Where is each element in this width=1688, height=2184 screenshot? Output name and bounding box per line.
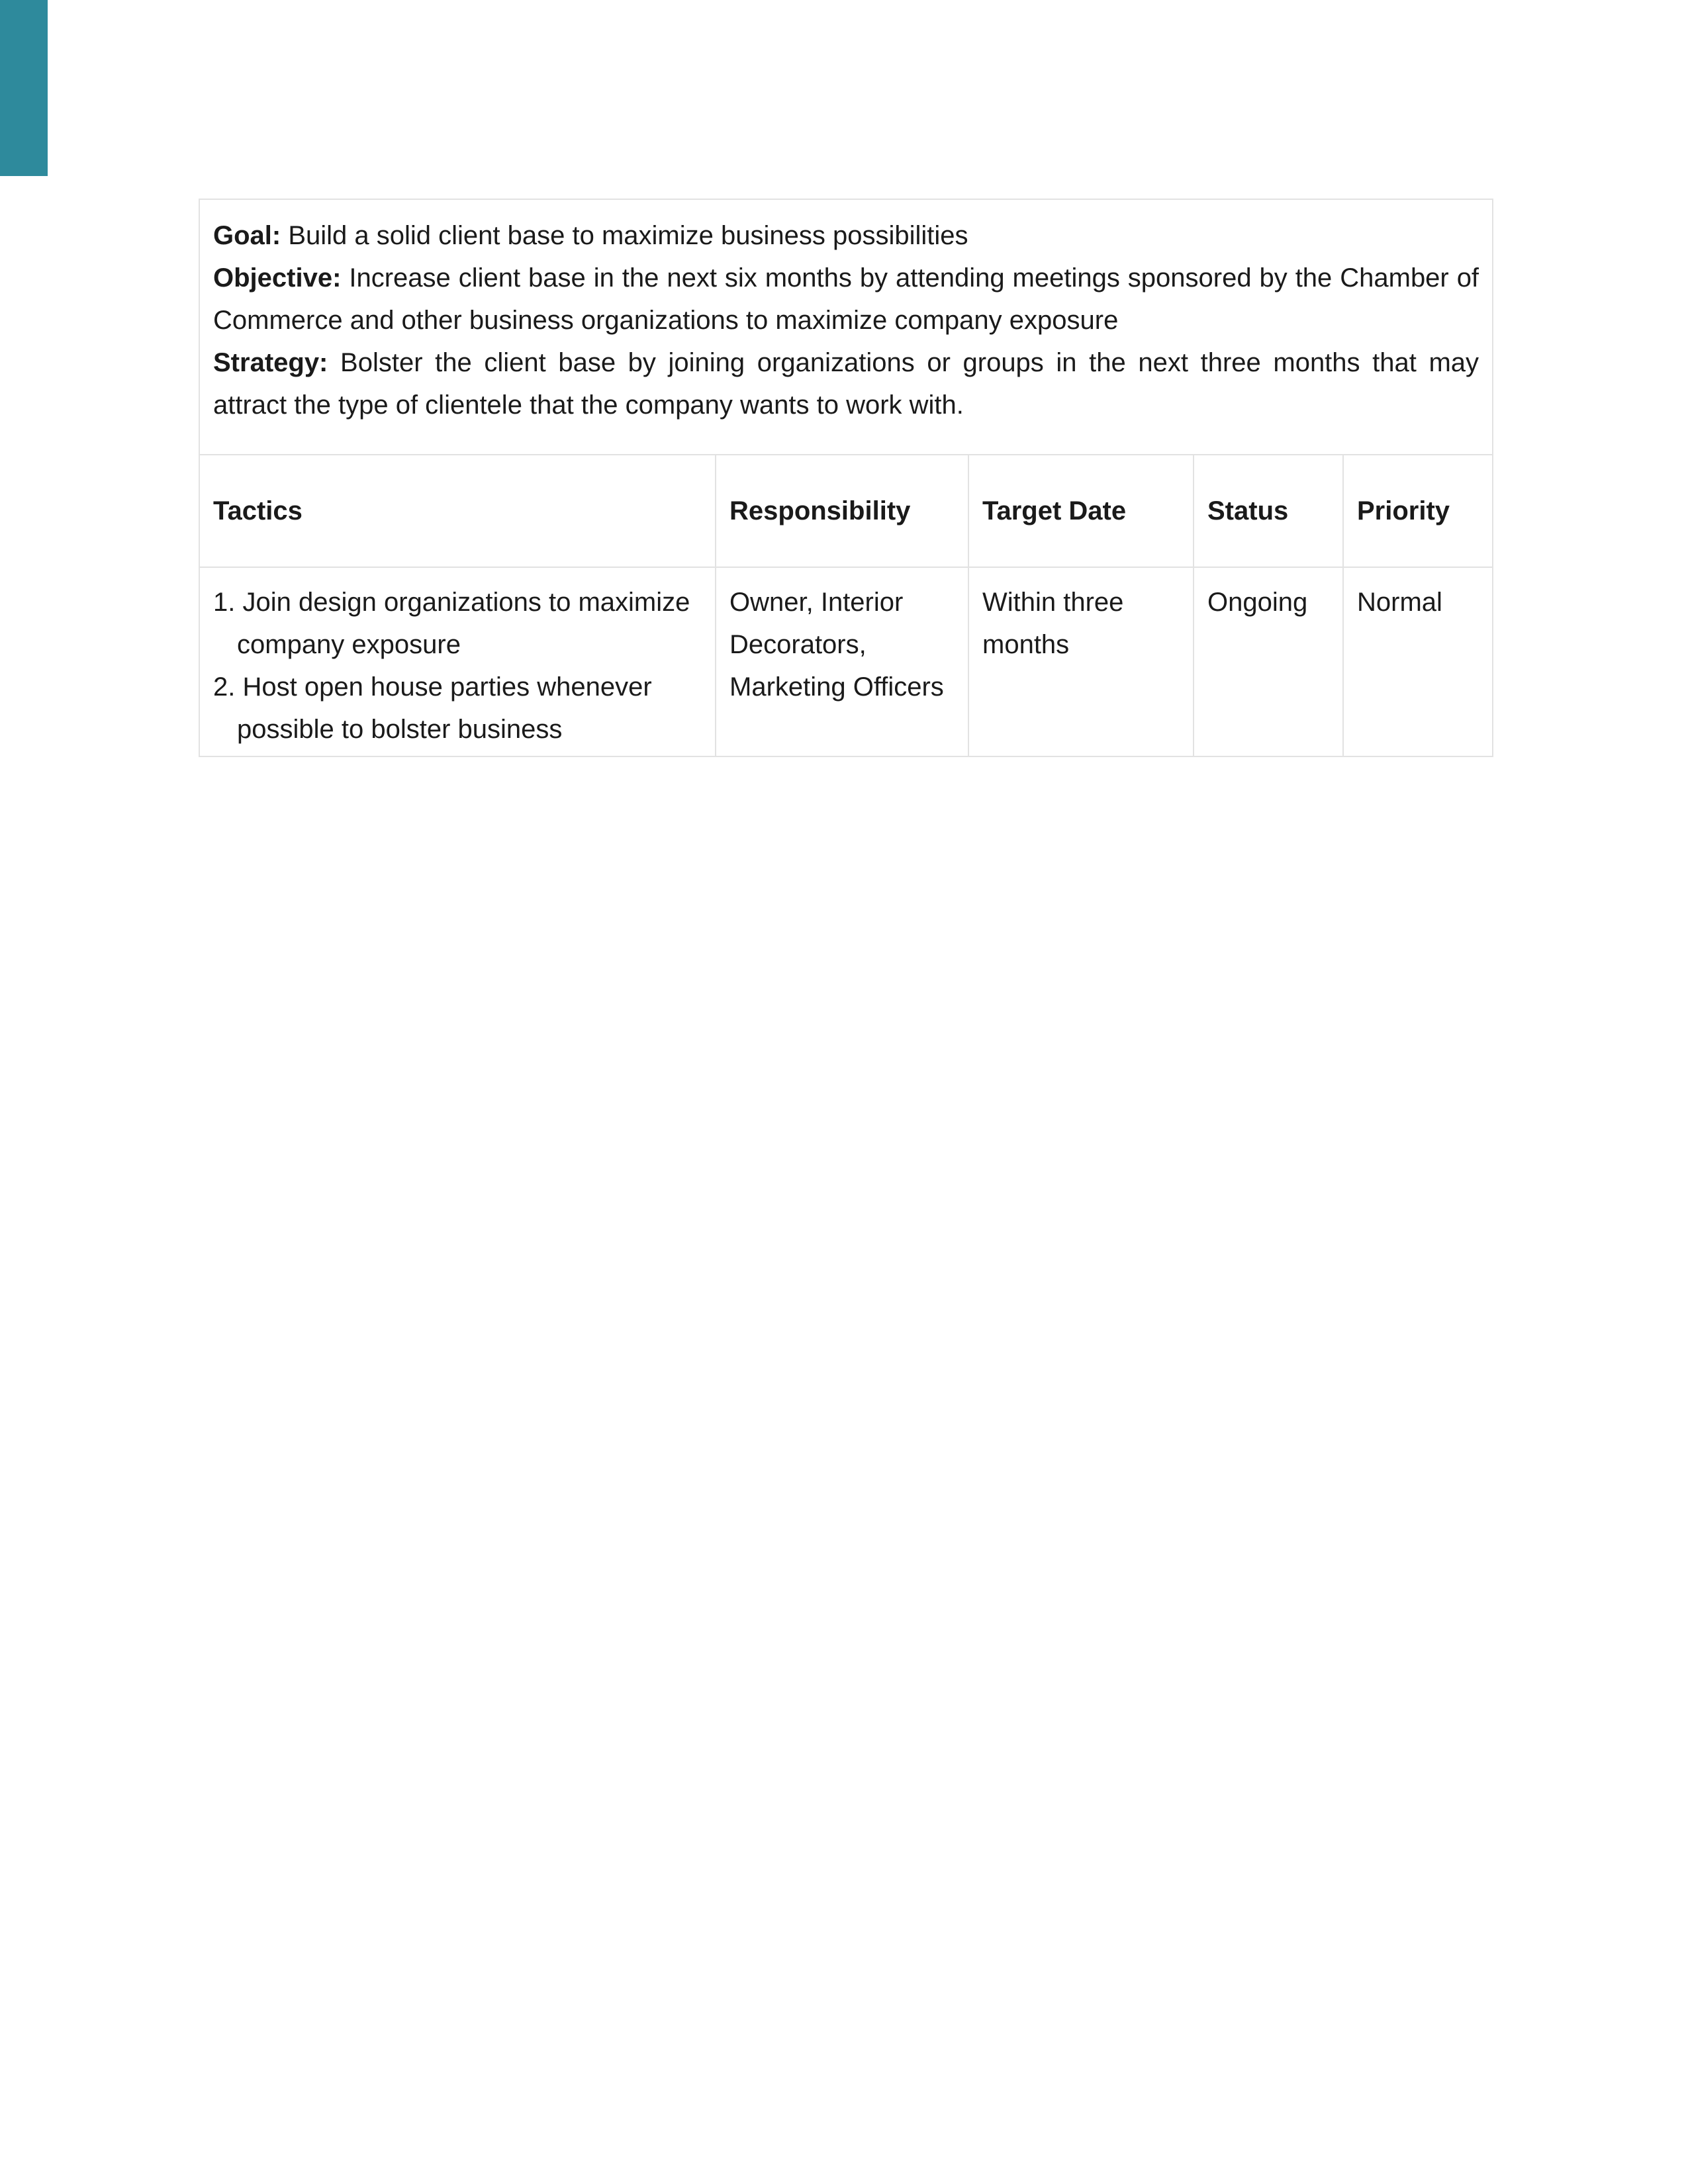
objective-text: Increase client base in the next six months by attending meetings sponsored by the Chamber of Commerce and other business organizations to maximize company exposure [213, 263, 1479, 335]
goal-text: Build a solid client base to maximize business possibilities [288, 221, 968, 250]
tactic-item: 1. Join design organizations to maximize company exposure [213, 588, 690, 659]
column-header-responsibility: Responsibility [716, 455, 968, 567]
summary-row [199, 199, 1493, 455]
objective-label: Objective: [213, 263, 342, 293]
column-header-priority: Priority [1343, 455, 1493, 567]
column-header-target-date: Target Date [968, 455, 1194, 567]
tactics-cell [199, 567, 716, 756]
accent-bar [0, 0, 48, 176]
tactic-item: 2. Host open house parties whenever possible to bolster business [213, 672, 652, 744]
goal-label: Goal: [213, 221, 281, 250]
table-header-row [199, 455, 1493, 567]
column-header-tactics: Tactics [199, 455, 716, 567]
strategy-label: Strategy: [213, 348, 328, 377]
target-date-cell: Within three months [968, 567, 1194, 756]
column-header-status: Status [1194, 455, 1343, 567]
summary-cell [199, 199, 1493, 455]
strategy-line [213, 341, 1479, 426]
table-row [199, 567, 1493, 756]
status-cell: Ongoing [1194, 567, 1343, 756]
action-plan-table [199, 199, 1493, 757]
responsibility-cell: Owner, Interior Decorators, Marketing Officers [716, 567, 968, 756]
tactics-list [213, 581, 702, 751]
strategy-text: Bolster the client base by joining organizations or groups in the next three months that may attract the type of clientele that the company wants to work with. [213, 348, 1479, 420]
objective-line [213, 257, 1479, 341]
goal-line [213, 214, 1479, 257]
priority-cell: Normal [1343, 567, 1493, 756]
